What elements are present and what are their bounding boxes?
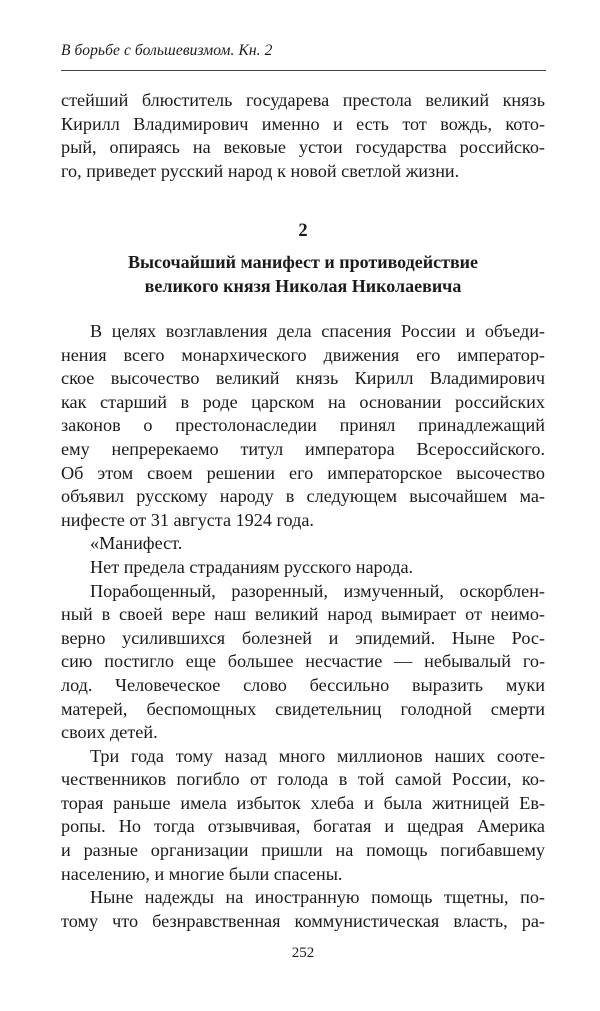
text-line: нения всего монархического движения его император- (61, 344, 545, 365)
text-line: «Манифест. (90, 533, 183, 554)
text-line: матерей, беспомощных свидетельниц голодной смерти (61, 698, 545, 719)
text-line: Порабощенный, разоренный, измученный, оскорблен- (90, 580, 545, 601)
header-rule (61, 70, 546, 71)
text-line: чественников погибло от голода в той самой России, ко- (61, 769, 545, 790)
text-line: ему непререкаемо титул императора Всероссийского. (61, 438, 545, 459)
text-line: объявил русскому народу в следующем высочайшем ма- (61, 486, 545, 507)
running-head: В борьбе с большевизмом. Кн. 2 (61, 42, 273, 59)
text-line: Кирилл Владимирович именно и есть тот вождь, кото- (61, 113, 545, 134)
text-line: ское высочество великий князь Кирилл Владимирович (61, 368, 545, 389)
text-line: как старший в роде царском на основании российских (61, 391, 545, 412)
text-line: ный в своей вере наш великий народ вымирает от неимо- (61, 604, 545, 625)
text-line: верно усилившихся болезней и эпидемий. Ныне Рос- (61, 627, 545, 648)
text-line: Ныне надежды на иностранную помощь тщетны, по- (90, 887, 545, 908)
text-line: сию постигло еще большее несчастие — небывалый го- (61, 651, 545, 672)
text-line: ропы. Но тогда отзывчивая, богатая и щедрая Америка (61, 816, 545, 837)
text-line: Об этом своем решении его императорское высочество (61, 462, 545, 483)
section-number: 2 (298, 221, 308, 241)
body-text (61, 320, 545, 933)
text-line: рый, опираясь на вековые устои государства российско- (61, 137, 545, 158)
text-line: законов о престолонаследии принял принадлежащий (61, 415, 545, 436)
section-title-line: великого князя Николая Николаевича (144, 276, 462, 296)
text-line: торая раньше имела избыток хлеба и была житницей Ев- (61, 792, 545, 813)
text-line: стейший блюститель государева престола великий князь (61, 90, 545, 110)
text-line: тому что безнравственная коммунистическая власть, ра- (61, 910, 545, 931)
section-title (61, 250, 545, 298)
text-line: своих детей. (61, 722, 158, 743)
section-title-line: Высочайший манифест и противодействие (127, 252, 479, 272)
intro-paragraph (61, 89, 545, 183)
text-line: нифесте от 31 августа 1924 года. (61, 509, 314, 530)
text-line: и разные организации пришли на помощь погибавшему (61, 840, 545, 861)
page-number: 252 (291, 945, 315, 961)
text-line: населению, и многие были спасены. (61, 863, 343, 884)
text-line: го, приведет русский народ к новой светлой жизни. (61, 160, 460, 181)
text-line: Три года тому назад много миллионов наших соотe- (90, 745, 545, 766)
text-line: В целях возглавления дела спасения России и объеди- (90, 321, 545, 341)
text-line: Нет предела страданиям русского народа. (90, 556, 414, 577)
text-line: лод. Человеческое слово бессильно выразить муки (61, 674, 545, 695)
